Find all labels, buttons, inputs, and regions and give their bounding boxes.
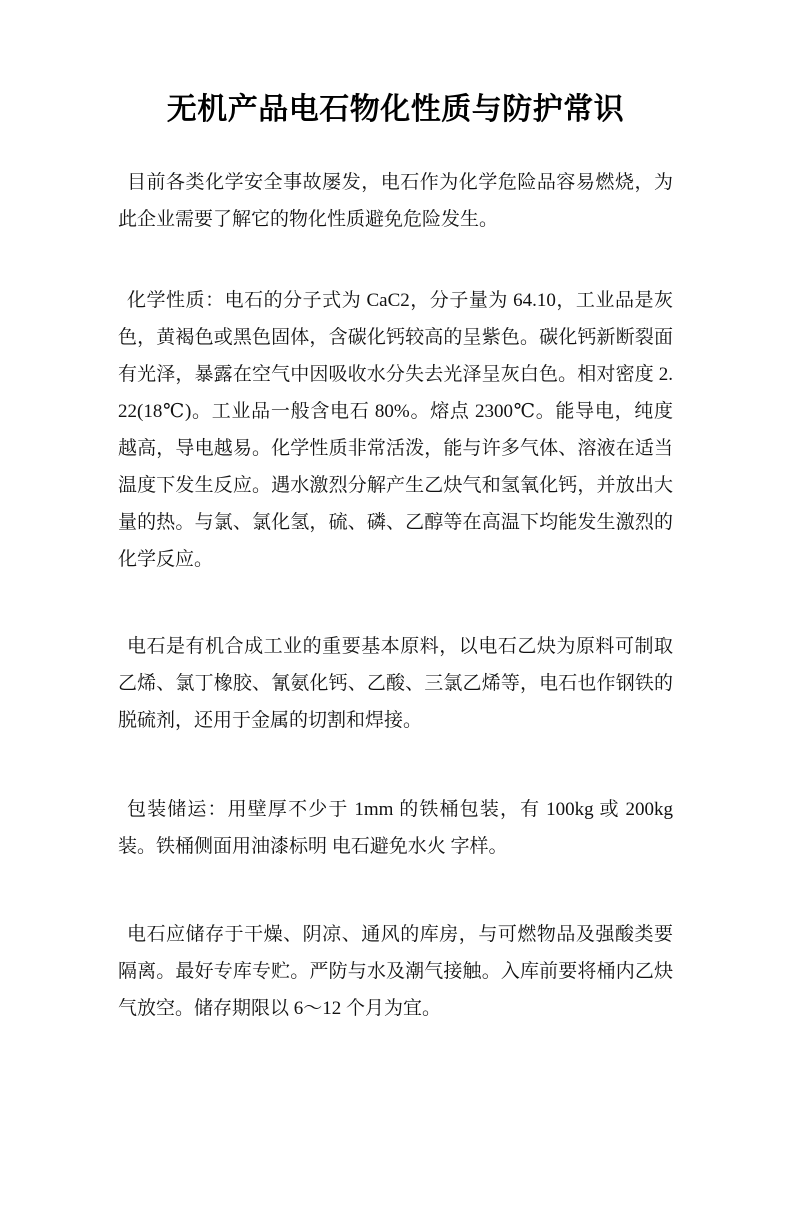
document-page bbox=[0, 90, 793, 1212]
paragraph-intro: 目前各类化学安全事故屡发，电石作为化学危险品容易燃烧，为此企业需要了解它的物化性质避免危险发生。 bbox=[118, 172, 673, 230]
paragraph-storage-requirements: 电石应储存于干燥、阴凉、通风的库房，与可燃物品及强酸类要隔离。最好专库专贮。严防与水及潮气接触。入库前要将桶内乙炔气放空。储存期限以 6～12 个月为宜。 bbox=[118, 924, 673, 1019]
paragraph-chemical-properties: 化学性质：电石的分子式为 CaC2，分子量为 64.10，工业品是灰色，黄褐色或黑色固体，含碳化钙较高的呈紫色。碳化钙新断裂面有光泽，暴露在空气中因吸收水分失去光泽呈灰白色。相对密度 2.22(18℃)。工业品一般含电石 80%。熔点 2300℃。能导电，纯度越高，导电越易。化学性质非常活泼，能与许多气体、溶液在适当温度下发生反应。遇水激烈分解产生乙炔气和氢氧化钙，并放出大量的热。与氯、氯化氢，硫、磷、乙醇等在高温下均能发生激烈的化学反应。 bbox=[118, 290, 673, 570]
paragraph-industrial-uses: 电石是有机合成工业的重要基本原料，以电石乙炔为原料可制取乙烯、氯丁橡胶、氰氨化钙、乙酸、三氯乙烯等，电石也作钢铁的脱硫剂，还用于金属的切割和焊接。 bbox=[118, 636, 673, 731]
document-title: 无机产品电石物化性质与防护常识 bbox=[166, 93, 625, 126]
paragraph-packaging-shipping: 包装储运：用壁厚不少于 1mm 的铁桶包装，有 100kg 或 200kg 装。铁桶侧面用油漆标明 电石避免水火 字样。 bbox=[118, 799, 673, 857]
